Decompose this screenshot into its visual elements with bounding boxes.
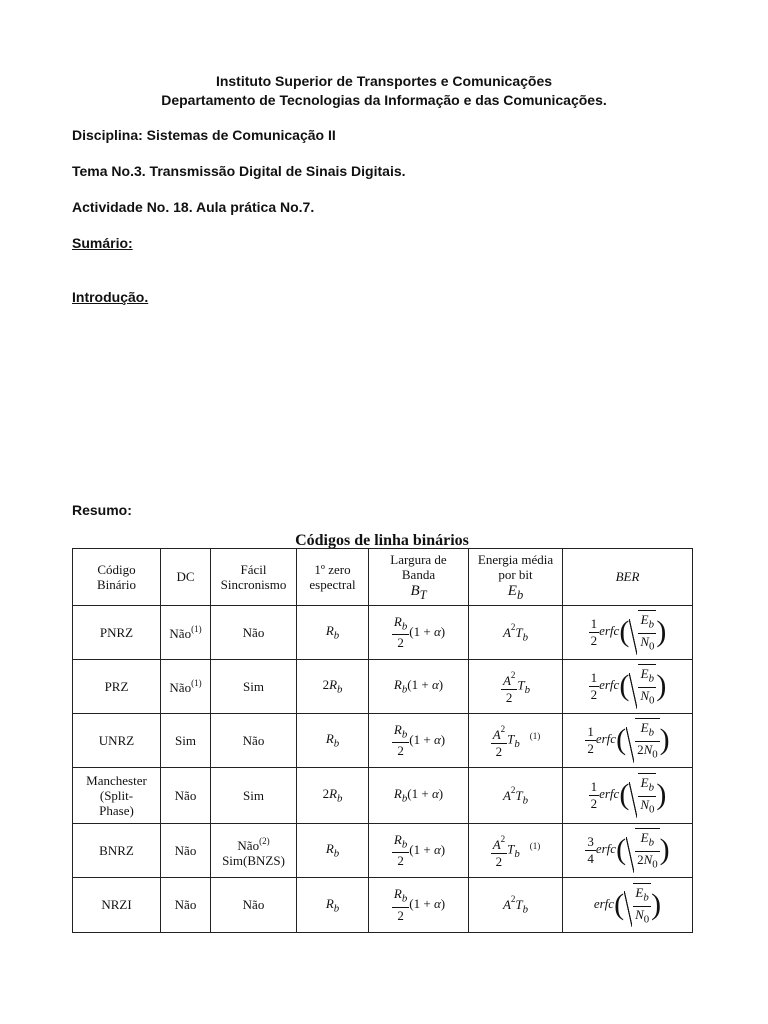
table-row [73, 660, 693, 714]
first-zero-cell: $R_b$ [297, 878, 369, 933]
sync-cell: Não [211, 878, 297, 933]
dc-cell: Não [161, 824, 211, 878]
bandwidth-cell: $R_b(1 + \alpha)$ [369, 768, 469, 824]
ber-cell: $\frac{1}{2}$ erfc( $\frac{E_b}{N_0}$ ) [563, 606, 693, 660]
bandwidth-cell: $\frac{R_b}{2}$ (1 + α) [369, 824, 469, 878]
line-codes-table [72, 548, 693, 933]
code-cell: PNRZ [73, 606, 161, 660]
table-title: Códigos de linha binários [295, 532, 469, 549]
dc-cell: Não$^{(1)}$ [161, 606, 211, 660]
activity-line: Actividade No. 18. Aula prática No.7. [72, 199, 315, 215]
bandwidth-cell: $\frac{R_b}{2}$ (1 + α) [369, 714, 469, 768]
sync-cell: Não [211, 606, 297, 660]
dc-cell: Não [161, 768, 211, 824]
sync-cell: Não$^{(2)}$ Sim(BNZS) [211, 824, 297, 878]
summary-heading: Sumário: [72, 235, 133, 251]
discipline-line: Disciplina: Sistemas de Comunicação II [72, 127, 336, 143]
code-cell: PRZ [73, 660, 161, 714]
ber-cell: erfc( $\frac{E_b}{N_0}$ ) [563, 878, 693, 933]
energy-cell: $A^2T_b$ [469, 606, 563, 660]
energy-cell: $A^2T_b$ [469, 768, 563, 824]
introduction-heading: Introdução. [72, 289, 149, 305]
code-cell: NRZI [73, 878, 161, 933]
header-bandwidth: Largura de Banda $B_T$ [369, 549, 469, 606]
bandwidth-cell: $R_b(1 + \alpha)$ [369, 660, 469, 714]
institution-name: Instituto Superior de Transportes e Comunicações [215, 73, 553, 89]
first-zero-cell: $2R_b$ [297, 768, 369, 824]
table-row [73, 714, 693, 768]
bandwidth-cell: $\frac{R_b}{2}$ (1 + α) [369, 878, 469, 933]
first-zero-cell: $R_b$ [297, 606, 369, 660]
table-header-row [73, 549, 693, 606]
header-ber: BER [563, 549, 693, 606]
code-cell: BNRZ [73, 824, 161, 878]
first-zero-cell: $2R_b$ [297, 660, 369, 714]
department-name: Departamento de Tecnologias da Informação e das Comunicações. [161, 92, 607, 108]
sync-cell: Sim [211, 660, 297, 714]
dc-cell: Não [161, 878, 211, 933]
dc-cell: Sim [161, 714, 211, 768]
bandwidth-cell: $\frac{R_b}{2}$ (1 + α) [369, 606, 469, 660]
table-row [73, 606, 693, 660]
energy-cell: $A^2T_b$ [469, 878, 563, 933]
header-sync: Fácil Sincronismo [211, 549, 297, 606]
ber-cell: $\frac{3}{4}$ erfc( $\frac{E_b}{2N_0}$ ) [563, 824, 693, 878]
header-energy: Energia média por bit $E_b$ [469, 549, 563, 606]
table-row [73, 824, 693, 878]
dc-cell: Não$^{(1)}$ [161, 660, 211, 714]
sync-cell: Sim [211, 768, 297, 824]
energy-cell: $\frac{A^2}{2}$ $T_b^{(1)}$ [469, 824, 563, 878]
header-dc: DC [161, 549, 211, 606]
header-zero: 1º zero espectral [297, 549, 369, 606]
table-row [73, 768, 693, 824]
energy-cell: $\frac{A^2}{2}$ $T_b$ [469, 660, 563, 714]
theme-line: Tema No.3. Transmissão Digital de Sinais Digitais. [72, 163, 406, 179]
sync-cell: Não [211, 714, 297, 768]
first-zero-cell: $R_b$ [297, 824, 369, 878]
ber-cell: $\frac{1}{2}$ erfc( $\frac{E_b}{N_0}$ ) [563, 768, 693, 824]
table-row [73, 878, 693, 933]
energy-cell: $\frac{A^2}{2}$ $T_b^{(1)}$ [469, 714, 563, 768]
resume-heading: Resumo: [72, 502, 132, 518]
ber-cell: $\frac{1}{2}$ erfc( $\frac{E_b}{2N_0}$ ) [563, 714, 693, 768]
first-zero-cell: $R_b$ [297, 714, 369, 768]
ber-cell: $\frac{1}{2}$ erfc( $\frac{E_b}{N_0}$ ) [563, 660, 693, 714]
header-code: Código Binário [73, 549, 161, 606]
code-cell: UNRZ [73, 714, 161, 768]
code-cell: Manchester (Split- Phase) [73, 768, 161, 824]
